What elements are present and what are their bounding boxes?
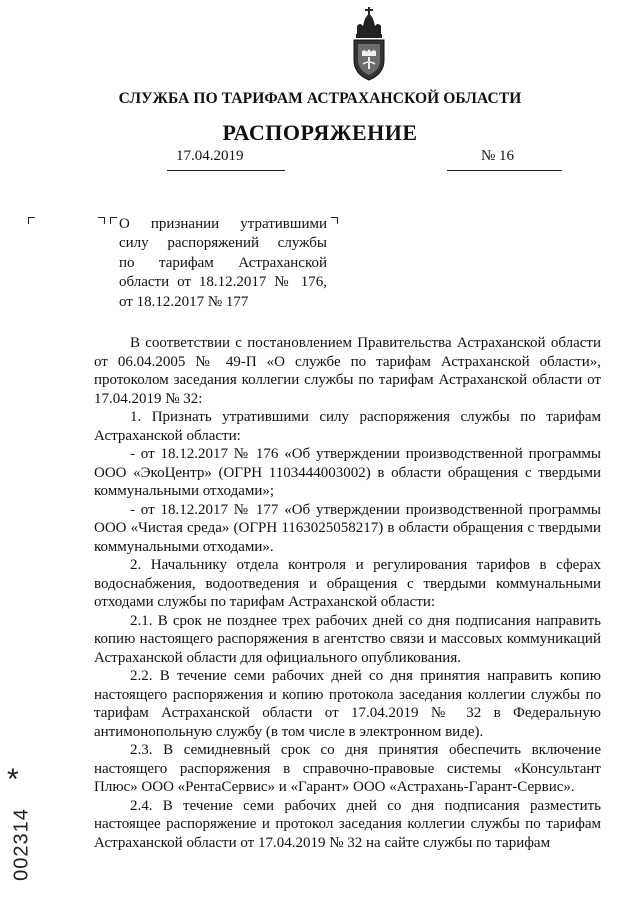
clause-2-2: 2.2. В течение семи рабочих дней со дня принятия направить копию настоящего распоряжения и копию протокола заседания коллегии службы по тарифам Астраханской области от 17.04.2019 № 32 в Федеральную антимонопольную службу (в том числе в электронном виде). bbox=[94, 668, 601, 740]
document-type-title: РАСПОРЯЖЕНИЕ bbox=[222, 120, 418, 145]
subject-line: области от 18.12.2017 № 176, bbox=[119, 274, 327, 291]
stamp-star: * bbox=[7, 763, 19, 796]
preamble-paragraph: В соответствии с постановлением Правительства Астраханской области от 06.04.2005 № 49-П «О службе по тарифам Астраханской области», протоколом заседания коллегии службы по тарифам Астраханской области от 17.04.2019 № 32: bbox=[94, 335, 601, 407]
organization-name: СЛУЖБА ПО ТАРИФАМ АСТРАХАНСКОЙ ОБЛАСТИ bbox=[118, 90, 522, 107]
clause-1-item-176: - от 18.12.2017 № 176 «Об утверждении производственной программы ООО «ЭкоЦентр» (ОГРН 1103444003002) в области обращения с твердыми коммунальными отходами»; bbox=[94, 446, 601, 499]
corner-mark-subject-left-b bbox=[110, 217, 117, 224]
astrakhan-coat-of-arms-icon bbox=[343, 4, 395, 84]
subject-line: по тарифам Астраханской bbox=[119, 254, 327, 271]
corner-mark-left bbox=[28, 217, 35, 224]
corner-mark-subject-left-a bbox=[98, 217, 105, 224]
document-subject bbox=[119, 215, 327, 312]
subject-line: от 18.12.2017 № 177 bbox=[119, 293, 249, 310]
document-body bbox=[94, 334, 601, 852]
date-underline bbox=[167, 170, 285, 171]
subject-line: силу распоряжений службы bbox=[119, 235, 327, 252]
document-number: № 16 bbox=[481, 148, 515, 164]
clause-2-1: 2.1. В срок не позднее трех рабочих дней со дня подписания направить копию настоящего распоряжения в агентство связи и массовых коммуникаций Астраханской области для официального опубликования. bbox=[94, 612, 601, 666]
clause-1-item-177: - от 18.12.2017 № 177 «Об утверждении производственной программы ООО «Чистая среда» (ОГРН 1163025058217) в области обращения с твердыми коммунальными отходами». bbox=[94, 501, 601, 555]
subject-line: О признании утратившими bbox=[119, 216, 327, 232]
corner-mark-subject-right bbox=[331, 217, 338, 224]
coat-of-arms-emblem bbox=[343, 4, 395, 84]
clause-1: 1. Признать утратившими силу распоряжения службы по тарифам Астраханской области: bbox=[94, 409, 601, 444]
number-underline bbox=[447, 170, 562, 171]
registration-stamp bbox=[5, 763, 35, 881]
clause-2-3: 2.3. В семидневный срок со дня принятия обеспечить включение настоящего распоряжения в справочно-правовые системы «Консультант Плюс» ООО «РентаСервис» и «Гарант» ООО «Астрахань-Гарант-Сервис». bbox=[94, 742, 601, 795]
registration-number: 002314 bbox=[10, 808, 33, 881]
clause-2-4: 2.4. В течение семи рабочих дней со дня подписания разместить настоящее распоряжение и протокол заседания коллегии службы по тарифам Астраханской области от 17.04.2019 № 32 на сайте службы по тарифам bbox=[94, 797, 601, 851]
document-date: 17.04.2019 bbox=[176, 148, 244, 164]
clause-2: 2. Начальнику отдела контроля и регулирования тарифов в сферах водоснабжения, водоотведения и обращения с твердыми коммунальными отходами службы по тарифам Астраханской области: bbox=[94, 557, 601, 610]
